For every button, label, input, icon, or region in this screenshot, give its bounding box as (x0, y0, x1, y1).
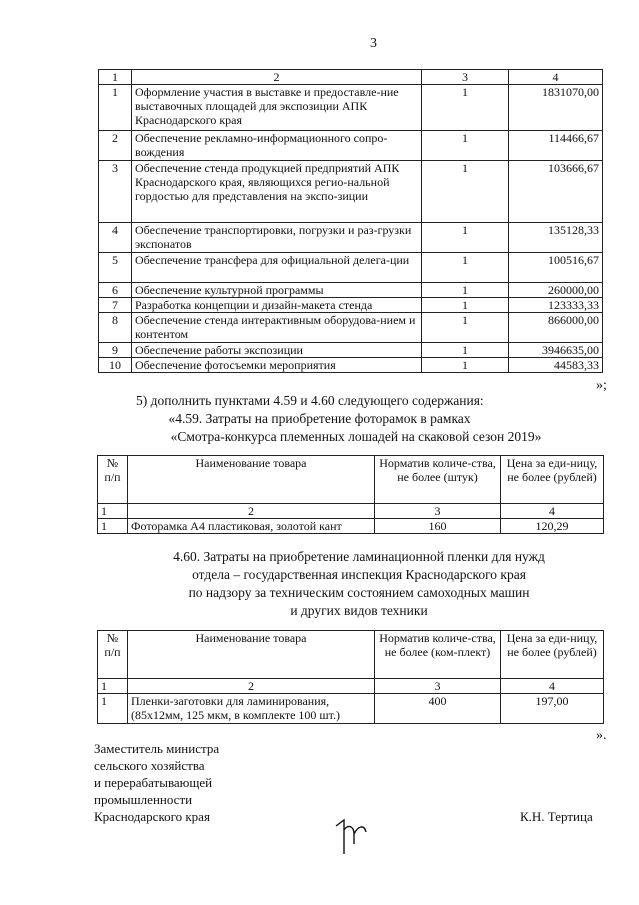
row-price: 114466,67 (509, 131, 603, 161)
col-number: 1 (99, 70, 132, 85)
handwritten-signature (330, 810, 370, 860)
row-name: Пленки-заготовки для ламинирования, (85х12мм, 125 мкм, в комплекте 100 шт.) (128, 694, 375, 724)
header-num: № п/п (98, 456, 128, 504)
row-price: 3946635,00 (509, 343, 603, 358)
header-price: Цена за еди-ницу, не более (рублей) (501, 456, 604, 504)
row-norm: 400 (375, 694, 501, 724)
closing-quote-1: »; (596, 378, 607, 393)
col-number: 3 (375, 679, 501, 694)
table-row (98, 694, 604, 724)
row-qty: 1 (422, 313, 509, 343)
row-price: 120,29 (501, 519, 604, 534)
signatory-name: К.Н. Тертица (520, 809, 593, 824)
table-row (99, 313, 603, 343)
row-num: 4 (99, 223, 132, 253)
row-qty: 1 (422, 343, 509, 358)
table-row (99, 298, 603, 313)
row-num: 8 (99, 313, 132, 343)
table-row (99, 358, 603, 373)
table-header-row (99, 70, 603, 85)
signature-line: Заместитель министра (94, 741, 220, 756)
row-price: 1831070,00 (509, 85, 603, 131)
table-row (99, 161, 603, 223)
amendment-intro: 5) дополнить пунктами 4.59 и 4.60 следующего содержания: (136, 393, 484, 408)
row-name: Обеспечение работы экспозиции (132, 343, 422, 358)
signature-position (94, 740, 219, 825)
signature-line: промышленности (94, 792, 193, 807)
col-number: 2 (132, 70, 422, 85)
header-name: Наименование товара (128, 456, 375, 504)
table-colnum-row (98, 504, 604, 519)
frames-table (97, 455, 604, 534)
col-number: 3 (422, 70, 509, 85)
row-num: 9 (99, 343, 132, 358)
row-price: 866000,00 (509, 313, 603, 343)
col-number: 3 (375, 504, 501, 519)
row-qty: 1 (422, 131, 509, 161)
row-qty: 1 (422, 253, 509, 283)
table-row (98, 519, 604, 534)
row-name: Обеспечение транспортировки, погрузки и раз-грузки экспонатов (132, 223, 422, 253)
table-row (99, 283, 603, 298)
row-num: 2 (99, 131, 132, 161)
header-price: Цена за еди-ницу, не более (рублей) (501, 631, 604, 679)
row-num: 1 (99, 85, 132, 131)
col-number: 1 (98, 504, 128, 519)
closing-quote-2: ». (596, 728, 607, 743)
row-name: Обеспечение культурной программы (132, 283, 422, 298)
row-name: Оформление участия в выставке и предоставле-ние выставочных площадей для экспозиции АПК Краснодарского края (132, 85, 422, 131)
item-460-line3: по надзору за техническим состоянием самоходных машин (188, 585, 530, 600)
row-qty: 1 (422, 298, 509, 313)
row-qty: 1 (422, 85, 509, 131)
row-qty: 1 (422, 161, 509, 223)
row-qty: 1 (422, 358, 509, 373)
row-price: 260000,00 (509, 283, 603, 298)
table-row (99, 343, 603, 358)
lamination-table (97, 630, 604, 724)
row-num: 1 (98, 519, 128, 534)
table-header-row (98, 631, 604, 679)
row-name: Обеспечение стенда продукцией предприятий АПК Краснодарского края, являющихся регио-нальной гордостью для представления на экспо-зиции (132, 161, 422, 223)
table-row (99, 85, 603, 131)
row-price: 123333,33 (509, 298, 603, 313)
table-row (99, 253, 603, 283)
item-460-line1: 4.60. Затраты на приобретение ламинационной пленки для нужд (173, 549, 545, 564)
signature-line: и перерабатывающей (94, 775, 213, 790)
row-num: 10 (99, 358, 132, 373)
item-459-title-line2: «Смотра-конкурса племенных лошадей на скаковой сезон 2019» (170, 429, 542, 444)
col-number: 4 (501, 504, 604, 519)
table-row (99, 223, 603, 253)
header-num: № п/п (98, 631, 128, 679)
col-number: 1 (98, 679, 128, 694)
page-number: 3 (370, 36, 377, 51)
signature-line: сельского хозяйства (94, 758, 205, 773)
row-price: 197,00 (501, 694, 604, 724)
row-num: 7 (99, 298, 132, 313)
col-number: 4 (501, 679, 604, 694)
item-459-title-line1: «4.59. Затраты на приобретение фоторамок в рамках (168, 411, 471, 426)
table-row (99, 131, 603, 161)
row-price: 103666,67 (509, 161, 603, 223)
header-norm: Норматив количе-ства, не более (штук) (375, 456, 501, 504)
item-460-line4: и других видов техники (290, 603, 428, 618)
row-price: 44583,33 (509, 358, 603, 373)
signature-line: Краснодарского края (94, 809, 210, 824)
row-price: 100516,67 (509, 253, 603, 283)
row-qty: 1 (422, 283, 509, 298)
row-name: Фоторамка А4 пластиковая, золотой кант (128, 519, 375, 534)
table-colnum-row (98, 679, 604, 694)
item-460-line2: отдела – государственная инспекция Краснодарского края (192, 567, 526, 582)
row-norm: 160 (375, 519, 501, 534)
row-num: 3 (99, 161, 132, 223)
header-name: Наименование товара (128, 631, 375, 679)
row-price: 135128,33 (509, 223, 603, 253)
row-name: Обеспечение трансфера для официальной делега-ции (132, 253, 422, 283)
row-num: 1 (98, 694, 128, 724)
col-number: 2 (128, 679, 375, 694)
row-num: 6 (99, 283, 132, 298)
header-norm: Норматив количе-ства, не более (ком-плект) (375, 631, 501, 679)
row-num: 5 (99, 253, 132, 283)
table-header-row (98, 456, 604, 504)
row-name: Обеспечение рекламно-информационного сопро-вождения (132, 131, 422, 161)
row-name: Разработка концепции и дизайн-макета стенда (132, 298, 422, 313)
row-name: Обеспечение стенда интерактивным оборудова-нием и контентом (132, 313, 422, 343)
col-number: 2 (128, 504, 375, 519)
row-name: Обеспечение фотосъемки мероприятия (132, 358, 422, 373)
expenses-table (98, 69, 603, 373)
row-qty: 1 (422, 223, 509, 253)
col-number: 4 (509, 70, 603, 85)
